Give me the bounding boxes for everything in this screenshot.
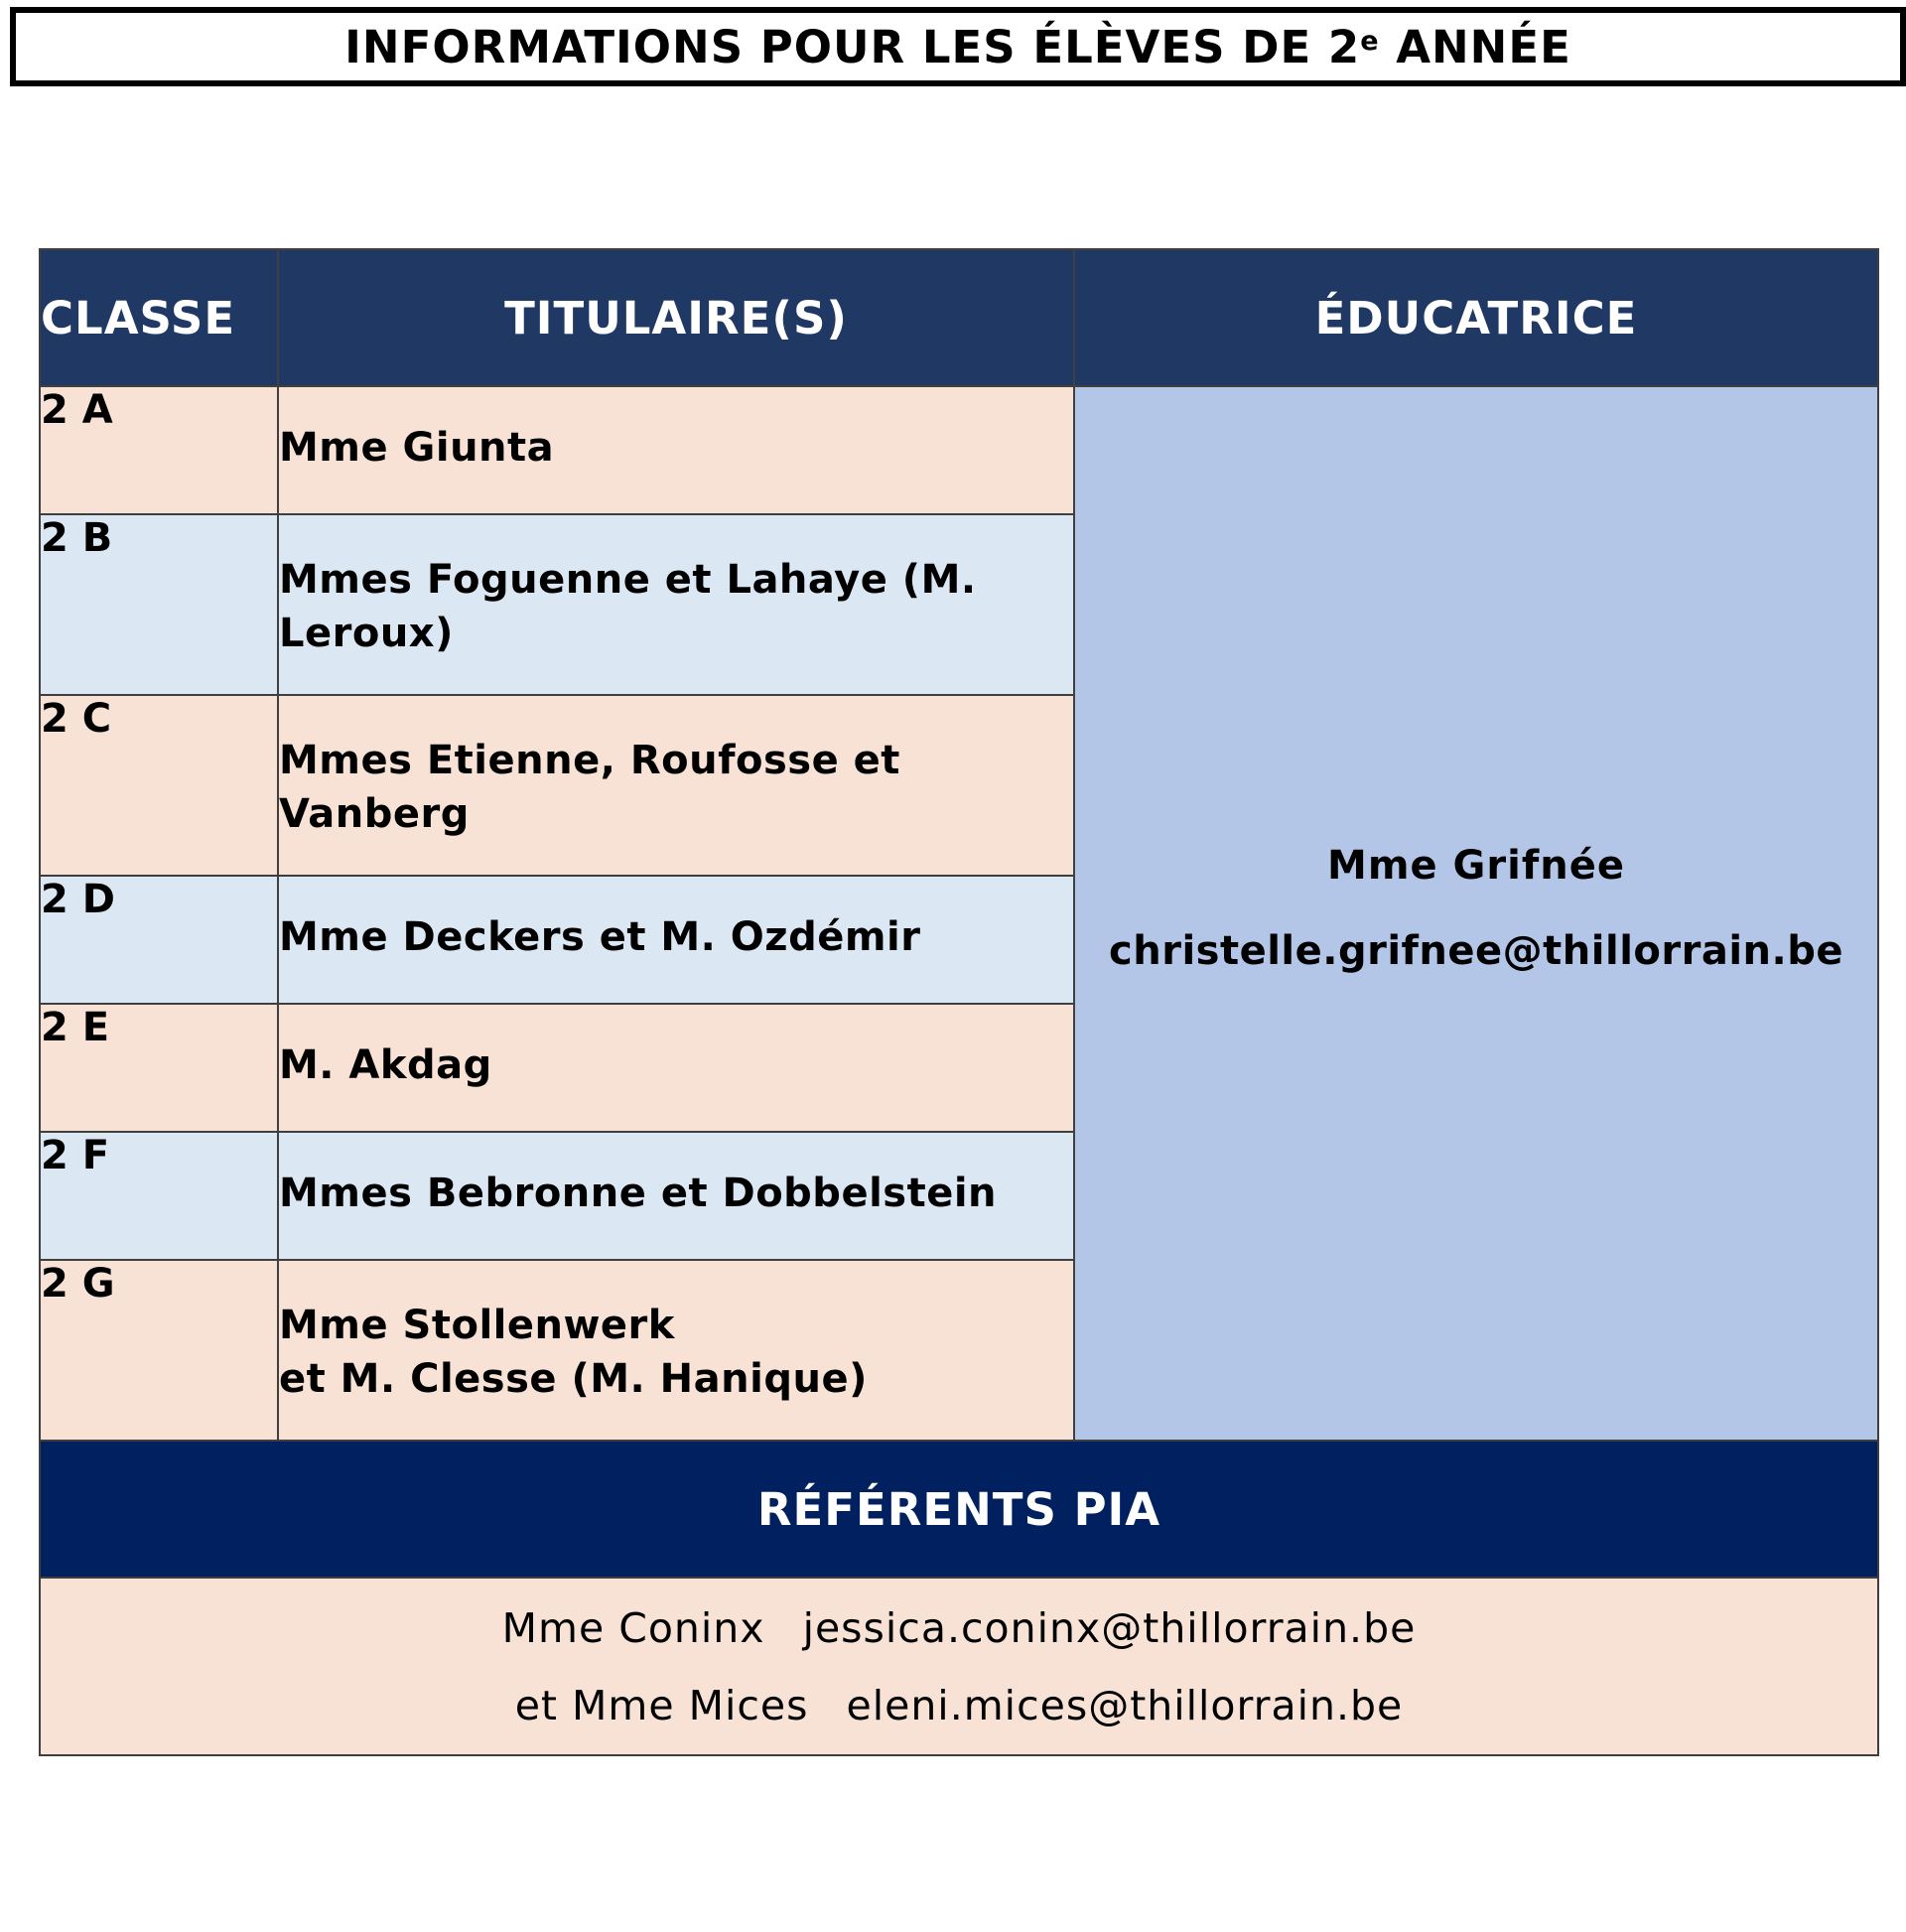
row-classe: 2 E	[40, 1004, 278, 1132]
page-title	[10, 7, 1906, 86]
titulaire-line: M. Akdag	[279, 1042, 492, 1088]
titulaire-line: Mme Deckers et M. Ozdémir	[279, 914, 921, 960]
titulaire-line: Mme Stollenwerk	[279, 1303, 675, 1348]
titulaire-line: Mmes Etienne, Roufosse et	[279, 738, 900, 783]
header-classe: CLASSE	[40, 249, 278, 386]
educatrice-cell	[1074, 386, 1878, 1441]
titulaire-line: Mme Giunta	[279, 425, 555, 471]
pia-referent	[41, 1589, 1877, 1667]
pia-referent-name: Mme Coninx	[501, 1603, 765, 1652]
row-titulaires	[278, 876, 1074, 1004]
header-educatrice: ÉDUCATRICE	[1074, 249, 1878, 386]
row-classe: 2 D	[40, 876, 278, 1004]
class-info-table	[39, 248, 1879, 1756]
pia-referent	[41, 1667, 1877, 1744]
row-classe: 2 C	[40, 695, 278, 876]
row-classe: 2 F	[40, 1132, 278, 1260]
titulaire-line: Mmes Bebronne et Dobbelstein	[279, 1171, 998, 1216]
pia-body-row	[40, 1578, 1878, 1755]
pia-referent-name: et Mme Mices	[514, 1681, 809, 1729]
row-classe: 2 A	[40, 386, 278, 514]
header-titulaires: TITULAIRE(S)	[278, 249, 1074, 386]
pia-referent-email: jessica.coninx@thillorrain.be	[802, 1603, 1417, 1652]
row-classe: 2 B	[40, 514, 278, 695]
pia-referent-email: eleni.mices@thillorrain.be	[846, 1681, 1404, 1729]
pia-referents	[40, 1578, 1878, 1755]
title-superscript: e	[1360, 25, 1380, 57]
educatrice-email: christelle.grifnee@thillorrain.be	[1109, 928, 1843, 974]
titulaire-line: Mmes Foguenne et Lahaye (M.	[279, 557, 977, 603]
table-row	[40, 386, 1878, 514]
row-titulaires	[278, 1004, 1074, 1132]
row-titulaires	[278, 695, 1074, 876]
titulaire-line: et M. Clesse (M. Hanique)	[279, 1356, 868, 1402]
titulaire-line: Vanberg	[279, 791, 470, 837]
titulaire-line: Leroux)	[279, 611, 454, 656]
educatrice-name: Mme Grifnée	[1327, 843, 1625, 889]
row-titulaires	[278, 514, 1074, 695]
row-titulaires	[278, 1260, 1074, 1441]
title-main: INFORMATIONS POUR LES ÉLÈVES DE 2	[344, 20, 1361, 73]
row-titulaires	[278, 386, 1074, 514]
row-titulaires	[278, 1132, 1074, 1260]
title-end: ANNÉE	[1379, 20, 1571, 73]
row-classe: 2 G	[40, 1260, 278, 1441]
table-header-row	[40, 249, 1878, 386]
pia-header: RÉFÉRENTS PIA	[40, 1441, 1878, 1578]
pia-header-row	[40, 1441, 1878, 1578]
